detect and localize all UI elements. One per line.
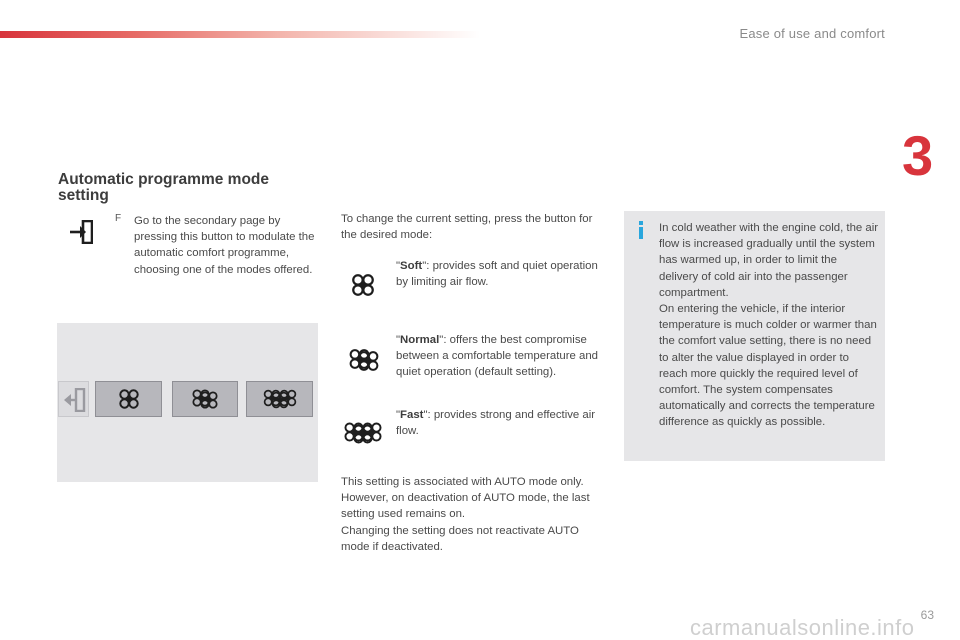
- quote-close: ": [423, 409, 428, 421]
- panel-button-soft[interactable]: [95, 381, 162, 417]
- page-number: 63: [920, 608, 934, 622]
- info-text: [659, 220, 879, 431]
- fan-3-icon: [342, 418, 384, 448]
- mode-fast-name: Fast: [400, 409, 424, 421]
- panel-back-button[interactable]: [58, 381, 89, 417]
- mode-fast-description: [396, 407, 604, 439]
- bullet-marker: F: [115, 213, 122, 224]
- panel-button-normal[interactable]: [172, 381, 238, 417]
- fan-2-icon: [346, 345, 382, 375]
- info-paragraph-1: In cold weather with the engine cold, the air flow is increased gradually until the system has warmed up, in order to limit the delivery of cold air into the passenger compartment.: [659, 222, 879, 299]
- fan-1-icon: [116, 386, 142, 412]
- info-box: [624, 211, 885, 461]
- fan-3-icon: [261, 385, 299, 413]
- mode-fast-text: : provides strong and effective air flow.: [396, 409, 596, 438]
- mode-normal-name: Normal: [400, 334, 440, 346]
- mode-normal-description: [396, 332, 604, 381]
- mode-normal-text: : offers the best compromise between a comfortable temperature and quiet operation (default setting).: [396, 334, 598, 379]
- fan-2-icon: [190, 385, 220, 413]
- mode-soft-name: Soft: [400, 260, 423, 272]
- intro-text: To change the current setting, press the button for the desired mode:: [341, 213, 593, 242]
- instruction-text: Go to the secondary page by pressing this button to modulate the automatic comfort programme, choosing one of the modes offered.: [134, 215, 315, 276]
- mode-soft-text: : provides soft and quiet operation by limiting air flow.: [396, 260, 598, 289]
- quote-open: ": [396, 260, 401, 272]
- mode-soft-description: [396, 258, 604, 290]
- watermark: carmanualsonline.info: [690, 615, 915, 640]
- header-accent-bar: [0, 31, 480, 38]
- panel-button-fast[interactable]: [246, 381, 313, 417]
- fan-1-icon: [348, 270, 378, 300]
- info-paragraph-2: On entering the vehicle, if the interior temperature is much colder or warmer than the comfort value setting, there is no need to alter the value displayed in order to reach more quickly the required level of comfort. The system compensates automatically and corrects the temperature difference as quickly as possible.: [659, 303, 877, 429]
- secondary-page-button-icon: [69, 220, 93, 244]
- back-arrow-icon: [62, 388, 86, 412]
- screen-panel: [57, 323, 318, 482]
- quote-close: ": [422, 260, 427, 272]
- auto-mode-note: This setting is associated with AUTO mode only. However, on deactivation of AUTO mode, the last setting used remains on. Changing the setting does not reactivate AUTO mode if deactivated.: [341, 476, 590, 553]
- section-heading: Automatic programme mode setting: [58, 171, 270, 204]
- quote-open: ": [396, 409, 401, 421]
- chapter-number: 3: [902, 124, 934, 187]
- quote-close: ": [439, 334, 444, 346]
- info-icon: [636, 221, 646, 239]
- section-title: Ease of use and comfort: [739, 26, 885, 41]
- quote-open: ": [396, 334, 401, 346]
